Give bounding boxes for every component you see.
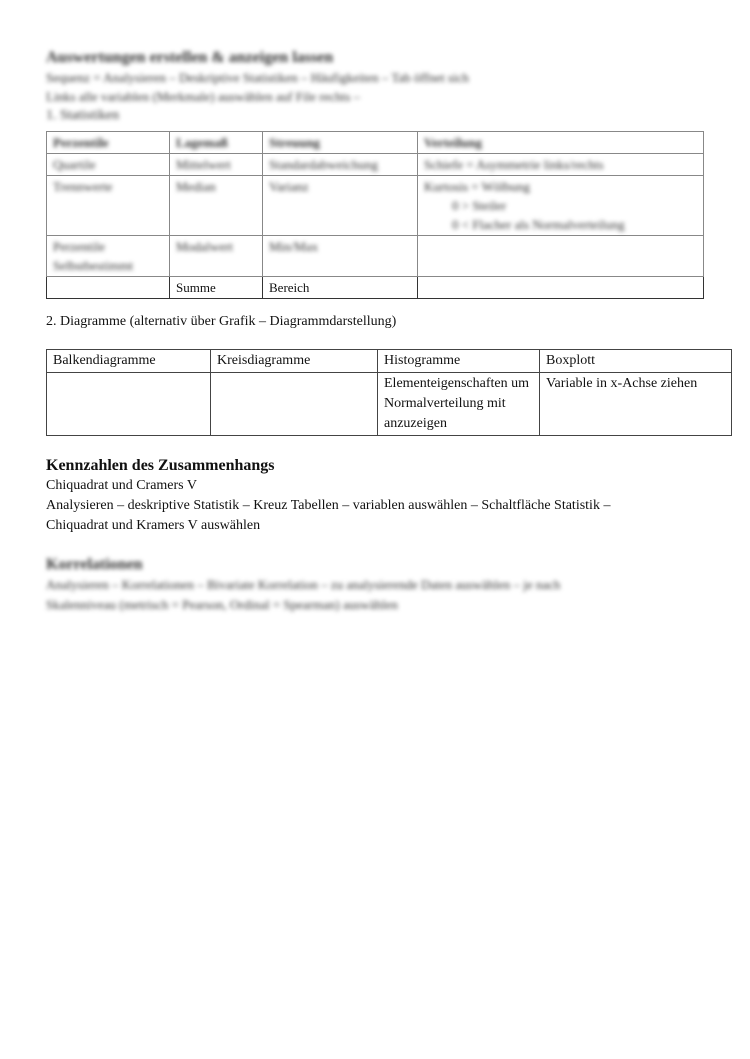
paragraph-line: Skalenniveau (metrisch = Pearson, Ordinal = Spearman) auswählen bbox=[46, 597, 398, 612]
table-cell: Standardabweichung bbox=[263, 154, 418, 176]
table-cell: Variable in x-Achse ziehen bbox=[540, 373, 732, 436]
paragraph-line: Analysieren – deskriptive Statistik – Kreuz Tabellen – variablen auswählen – Schaltfläche Statistik – bbox=[46, 498, 611, 513]
table-cell: Median bbox=[170, 176, 263, 236]
table-header-cell: Lagemaß bbox=[170, 132, 263, 154]
cell-line: 0 < Flacher als Normalverteilung bbox=[452, 217, 625, 232]
diagram-table bbox=[46, 349, 732, 436]
table-header-cell: Streuung bbox=[263, 132, 418, 154]
diagramme-title: 2. Diagramme (alternativ über Grafik – Diagrammdarstellung) bbox=[46, 314, 397, 329]
table-cell: Summe bbox=[170, 277, 263, 299]
table-header-row bbox=[47, 132, 704, 154]
table-header-cell: Histogramme bbox=[378, 350, 540, 373]
table-row bbox=[47, 373, 732, 436]
table-cell bbox=[418, 236, 704, 277]
table-cell: Min/Max bbox=[263, 236, 418, 277]
table-header-cell: Balkendiagramme bbox=[47, 350, 211, 373]
section-heading: Kennzahlen des Zusammenhangs bbox=[46, 457, 275, 474]
table-cell bbox=[47, 277, 170, 299]
table-cell: Perzentile Selbstbestimmt bbox=[47, 236, 170, 277]
section-korrelationen bbox=[46, 555, 726, 615]
table-row bbox=[47, 277, 704, 299]
table-cell bbox=[418, 277, 704, 299]
table-cell: Elementeigenschaften um Normalverteilung mit anzuzeigen bbox=[378, 373, 540, 436]
table-cell-verteilung bbox=[418, 176, 704, 236]
subheading-statistiken: 1. Statistiken bbox=[46, 108, 120, 123]
section-kennzahlen bbox=[46, 455, 726, 536]
cell-line: 0 > Steiler bbox=[452, 198, 507, 213]
section-heading: Auswertungen erstellen & anzeigen lassen bbox=[46, 49, 334, 66]
table-cell bbox=[47, 373, 211, 436]
table-header-cell: Verteilung bbox=[418, 132, 704, 154]
table-header-cell: Boxplott bbox=[540, 350, 732, 373]
table-header-cell: Kreisdiagramme bbox=[211, 350, 378, 373]
cell-line: Kurtosis = Wölbung bbox=[424, 179, 531, 194]
table-row bbox=[47, 236, 704, 277]
paragraph-line: Chiquadrat und Cramers V bbox=[46, 478, 197, 493]
table-cell: Bereich bbox=[263, 277, 418, 299]
table-cell bbox=[211, 373, 378, 436]
section-auswertungen bbox=[46, 48, 706, 126]
paragraph-line: Chiquadrat und Kramers V auswählen bbox=[46, 518, 261, 533]
table-cell: Mittelwert bbox=[170, 154, 263, 176]
table-header-row bbox=[47, 350, 732, 373]
paragraph-line: Links alle variablen (Merkmale) auswählen auf File rechts – bbox=[46, 89, 361, 104]
table-cell: Modalwert bbox=[170, 236, 263, 277]
table-header-cell: Perzentile bbox=[47, 132, 170, 154]
table-cell: Quartile bbox=[47, 154, 170, 176]
table-cell: Schiefe = Asymmetrie links/rechts bbox=[418, 154, 704, 176]
statistics-table bbox=[46, 131, 704, 299]
table-cell: Varianz bbox=[263, 176, 418, 236]
table-row bbox=[47, 154, 704, 176]
paragraph-line: Analysieren – Korrelationen – Bivariate Korrelation – zu analysierende Daten auswählen – je nach bbox=[46, 577, 561, 592]
paragraph-line: Sequenz = Analysieren – Deskriptive Statistiken – Häufigkeiten – Tab öffnet sich bbox=[46, 70, 469, 85]
table-row bbox=[47, 176, 704, 236]
table-cell: Trennwerte bbox=[47, 176, 170, 236]
section-heading: Korrelationen bbox=[46, 556, 143, 573]
